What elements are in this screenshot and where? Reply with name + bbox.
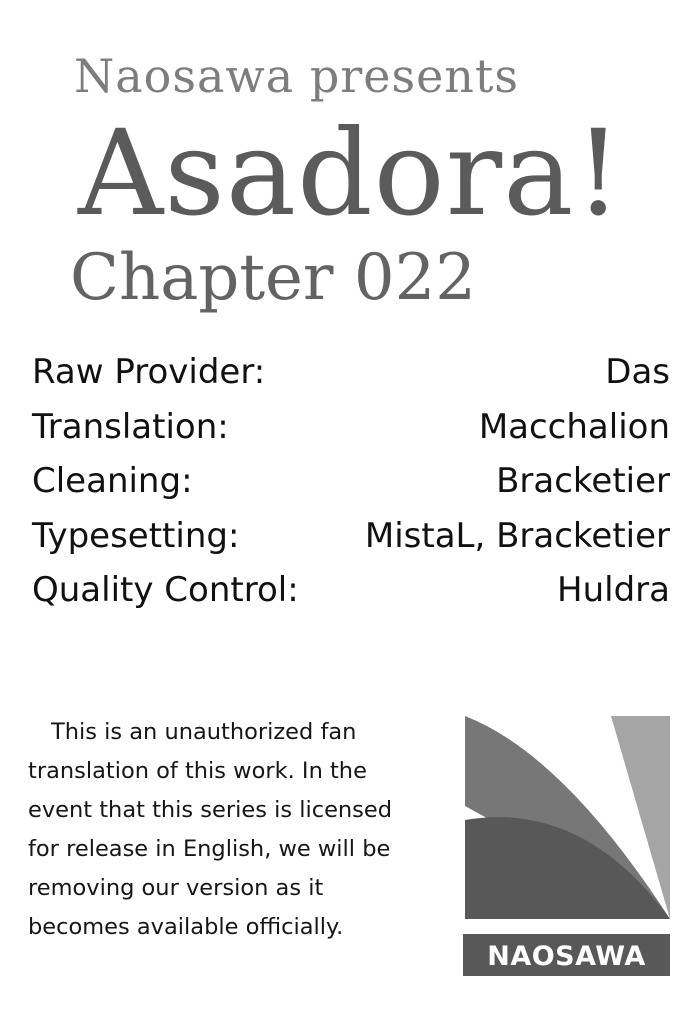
credit-role: Typesetting: xyxy=(32,515,240,556)
credit-name: Huldra xyxy=(557,570,670,610)
naosawa-logo xyxy=(463,714,670,976)
notice-line: removing our version as it xyxy=(28,875,324,901)
credit-name: Das xyxy=(605,352,670,392)
notice-line: becomes available officially. xyxy=(28,914,344,940)
credit-name: Macchalion xyxy=(478,406,670,447)
notice-line: This is an unauthorized fan xyxy=(51,719,357,745)
disclaimer-notice xyxy=(28,713,448,947)
credit-row-translation xyxy=(32,407,670,462)
credit-name: MistaL, Bracketier xyxy=(364,515,670,556)
credit-name: Bracketier xyxy=(496,461,670,501)
chapter-label: Chapter 022 xyxy=(70,241,476,315)
credit-role: Raw Provider: xyxy=(32,352,266,392)
credit-row-typesetting xyxy=(32,516,670,571)
notice-line: for release in English, we will be xyxy=(28,836,391,862)
presents-line: Naosawa presents xyxy=(74,49,520,103)
credit-role: Cleaning: xyxy=(32,461,193,501)
credit-row-cleaning xyxy=(32,461,670,516)
logo-wordmark: NAOSAWA xyxy=(487,941,646,972)
series-title: Asadora! xyxy=(78,104,623,242)
credit-row-raw-provider xyxy=(32,352,670,407)
credit-role: Quality Control: xyxy=(32,570,299,610)
notice-line: translation of this work. In the xyxy=(28,758,367,784)
credit-row-quality-control xyxy=(32,570,670,625)
credits-list xyxy=(32,352,670,625)
notice-line: event that this series is licensed xyxy=(28,797,393,823)
credit-role: Translation: xyxy=(32,406,229,447)
